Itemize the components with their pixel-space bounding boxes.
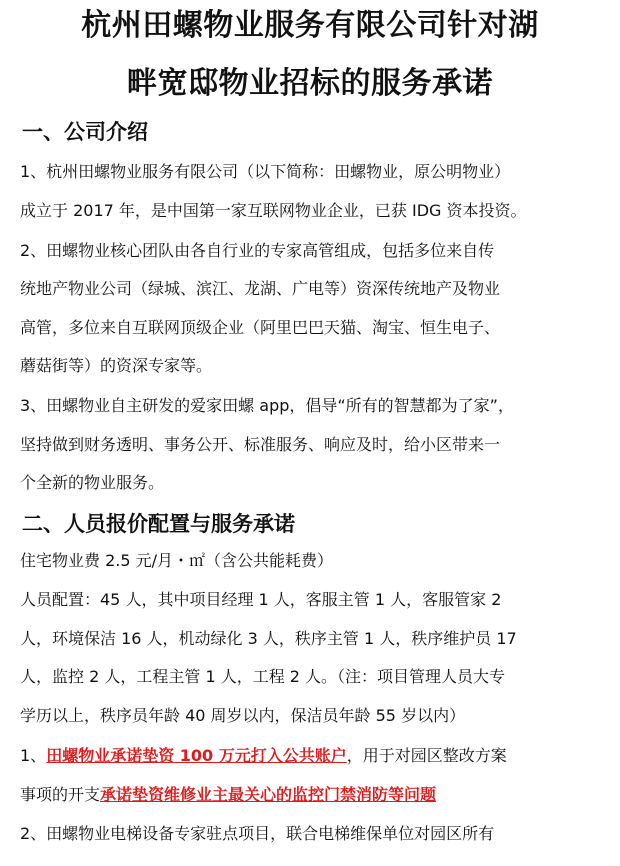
promise-1-prefix: 1、 xyxy=(20,746,47,765)
section-1-p1-line-1: 1、杭州田螺物业服务有限公司（以下简称：田螺物业，原公明物业） xyxy=(20,162,511,181)
section-1-p3-line-1: 3、田螺物业自主研发的爱家田螺 app，倡导“所有的智慧都为了家”， xyxy=(20,396,514,415)
section-1-p2-line-2: 统地产物业公司（绿城、滨江、龙湖、广电等）资深传统地产及物业 xyxy=(20,279,501,298)
document-title-line-2: 畔宽邸物业招标的服务承诺 xyxy=(127,66,493,101)
section-1-p3-line-2: 坚持做到财务透明、事务公开、标准服务、响应及时，给小区带来一 xyxy=(20,435,501,454)
section-2-promise-1-line-1 xyxy=(20,744,507,768)
section-1-p2-line-3: 高管，多位来自互联网顶级企业（阿里巴巴天猫、淘宝、恒生电子、 xyxy=(20,318,501,337)
section-2-promise-1-line-2 xyxy=(20,783,436,807)
section-2-staff-line-2: 人，环境保洁 16 人，机动绿化 3 人，秩序主管 1 人，秩序维护员 17 xyxy=(20,629,517,648)
section-1-p2-line-1: 2、田螺物业核心团队由各自行业的专家高管组成，包括多位来自传 xyxy=(20,241,495,260)
section-2-staff-line-3: 人，监控 2 人，工程主管 1 人，工程 2 人。（注：项目管理人员大专 xyxy=(20,667,506,686)
promise-1-emphasis-maintenance: 承诺垫资维修业主最关心的监控门禁消防等问题 xyxy=(100,785,437,804)
document-title-line-1: 杭州田螺物业服务有限公司针对湖 xyxy=(81,8,539,43)
section-1-heading: 一、公司介绍 xyxy=(22,120,148,144)
section-2-fee: 住宅物业费 2.5 元/月・㎡（含公共能耗费） xyxy=(20,551,334,570)
section-1-p1-line-2: 成立于 2017 年，是中国第一家互联网物业企业，已获 IDG 资本投资。 xyxy=(20,201,527,220)
section-2-staff-line-1: 人员配置：45 人，其中项目经理 1 人，客服主管 1 人，客服管家 2 xyxy=(20,590,502,609)
promise-1-line-2-prefix: 事项的开支 xyxy=(20,785,101,804)
section-2-heading: 二、人员报价配置与服务承诺 xyxy=(22,512,295,536)
section-1-p3-line-3: 个全新的物业服务。 xyxy=(20,473,165,492)
section-1-p2-line-4: 蘑菇街等）的资深专家等。 xyxy=(20,356,213,375)
promise-1-emphasis-capital: 田螺物业承诺垫资 100 万元打入公共账户 xyxy=(46,746,347,765)
section-2-staff-line-4: 学历以上，秩序员年龄 40 周岁以内，保洁员年龄 55 岁以内） xyxy=(20,706,466,725)
promise-1-middle-text: ，用于对园区整改方案 xyxy=(346,746,507,765)
section-2-promise-2-line-1: 2、田螺物业电梯设备专家驻点项目，联合电梯维保单位对园区所有 xyxy=(20,824,495,843)
